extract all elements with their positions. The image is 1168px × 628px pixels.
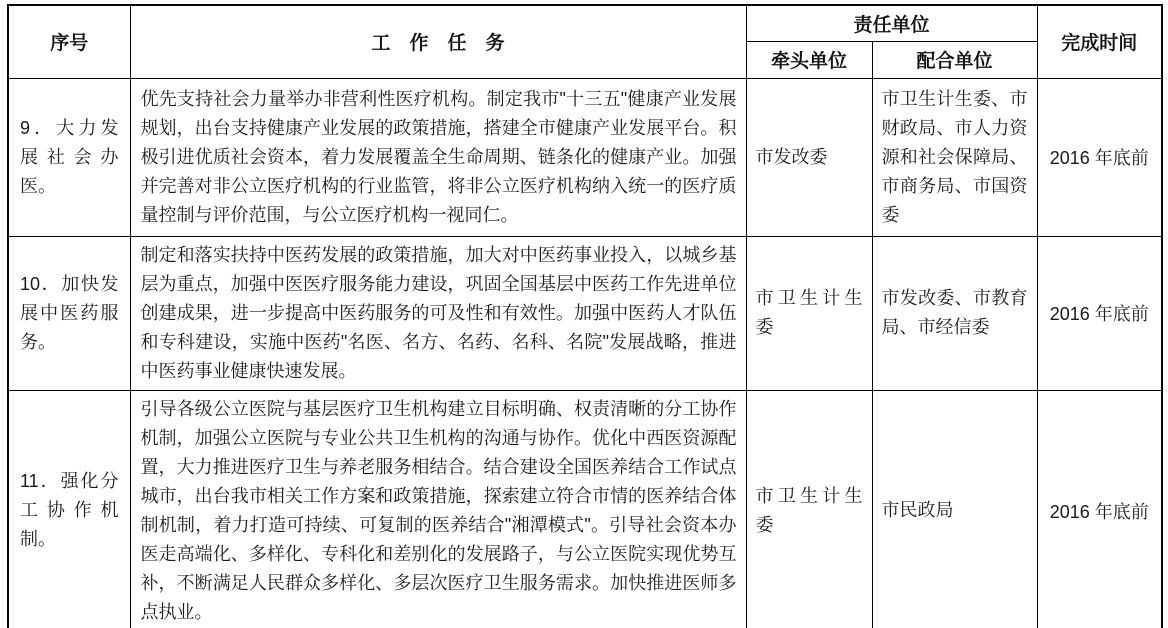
work-task-cell: 优先支持社会力量举办非营利性医疗机构。制定我市"十三五"健康产业发展规划，出台支持健康产业发展的政策措施，搭建全市健康产业发展平台。积极引进优质社会资本，着力发展覆盖全生命周期、链条化的健康产业。加强并完善对非公立医疗机构的行业监管，将非公立医疗机构纳入统一的医疗质量控制与评价范围，与公立医疗机构一视同仁。	[130, 78, 746, 236]
lead-unit-cell: 市卫生计生委	[746, 236, 872, 390]
serial-number-cell: 11．强化分工协作机制。	[8, 390, 130, 628]
serial-number-cell: 9．大力发展社会办医。	[8, 78, 130, 236]
table-body	[8, 78, 1162, 628]
header-completion-time: 完成时间	[1037, 5, 1162, 78]
work-task-cell: 引导各级公立医院与基层医疗卫生机构建立目标明确、权责清晰的分工协作机制，加强公立医院与专业公共卫生机构的沟通与协作。优化中西医资源配置，大力推进医疗卫生与养老服务相结合。结合建设全国医养结合工作试点城市，出台我市相关工作方案和政策措施，探索建立符合市情的医养结合体制机制，着力打造可持续、可复制的医养结合"湘潭模式"。引导社会资本办医走高端化、多样化、专科化和差别化的发展路子，与公立医院实现优势互补，不断满足人民群众多样化、多层次医疗卫生服务需求。加快推进医师多点执业。	[130, 390, 746, 628]
table-row	[8, 390, 1162, 628]
header-lead-unit: 牵头单位	[746, 41, 872, 78]
table-header	[8, 5, 1162, 78]
cooperating-unit-cell: 市卫生计生委、市财政局、市人力资源和社会保障局、市商务局、市国资委	[872, 78, 1037, 236]
completion-time-cell: 2016 年底前	[1037, 78, 1162, 236]
table-row	[8, 236, 1162, 390]
work-task-cell: 制定和落实扶持中医药发展的政策措施，加大对中医药事业投入，以城乡基层为重点，加强中医医疗服务能力建设，巩固全国基层中医药工作先进单位创建成果，进一步提高中医药服务的可及性和有效性。加强中医药人才队伍和专科建设，实施中医药"名医、名方、名药、名科、名院"发展战略，推进中医药事业健康快速发展。	[130, 236, 746, 390]
lead-unit-cell: 市发改委	[746, 78, 872, 236]
header-responsible-unit: 责任单位	[746, 5, 1037, 41]
header-serial-number: 序号	[8, 5, 130, 78]
header-row-top	[8, 5, 1162, 41]
work-task-table	[7, 4, 1163, 628]
completion-time-cell: 2016 年底前	[1037, 390, 1162, 628]
cooperating-unit-cell: 市发改委、市教育局、市经信委	[872, 236, 1037, 390]
header-cooperating-unit: 配合单位	[872, 41, 1037, 78]
completion-time-cell: 2016 年底前	[1037, 236, 1162, 390]
cooperating-unit-cell: 市民政局	[872, 390, 1037, 628]
lead-unit-cell: 市卫生计生委	[746, 390, 872, 628]
header-work-task: 工 作 任 务	[130, 5, 746, 78]
table-row	[8, 78, 1162, 236]
serial-number-cell: 10．加快发展中医药服务。	[8, 236, 130, 390]
